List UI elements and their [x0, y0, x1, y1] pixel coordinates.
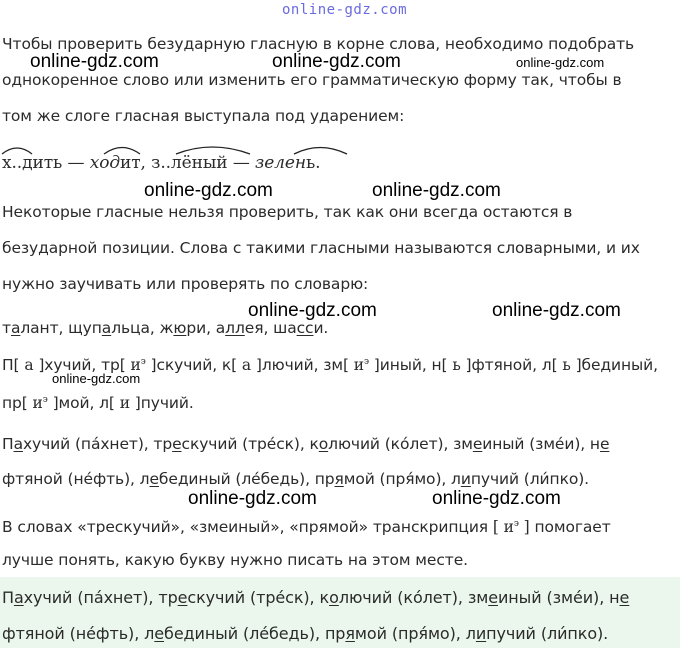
answer-underlined-letter: о — [329, 588, 339, 607]
task-text: ]лючий, зм[ — [255, 356, 349, 374]
check-text: е́ — [251, 470, 261, 488]
check-text: мо), л — [414, 470, 461, 488]
task-bracket-content: и — [348, 356, 365, 374]
answer-text: лет), зм — [422, 588, 489, 607]
check-text: о́ — [399, 435, 410, 453]
root-arc-4 — [294, 148, 347, 155]
task-bracket-content: и — [125, 356, 141, 374]
transcription-line2: лучше понять, какую букву нужно писать на этом месте. — [2, 551, 468, 569]
dictionary-word-highlight: ю — [173, 319, 187, 337]
example-word-4-root: зелен — [255, 153, 306, 173]
check-text: я́ — [405, 470, 415, 488]
check-text: иный (зм — [482, 435, 555, 453]
transcription-text-b: помогает — [534, 518, 611, 536]
dictionary-word-highlight: а — [101, 319, 112, 337]
check-text: е́ — [83, 470, 93, 488]
answer-text: ск), к — [285, 588, 330, 607]
check-underlined-letter: и — [460, 470, 471, 488]
answer-underlined-letter: а — [13, 588, 24, 607]
watermark-top: online-gdz.com — [282, 2, 408, 18]
check-underlined-letter: я — [334, 470, 344, 488]
dictionary-word-part: ея, — [244, 319, 274, 337]
dictionary-word — [68, 319, 159, 337]
check-line2 — [2, 469, 589, 489]
check-text: бединый (л — [158, 470, 252, 488]
transcription-close: ] — [518, 518, 530, 536]
transcription-text-a: В словах «трескучий», «змеиный», «прямой» транскрипция — [2, 518, 489, 536]
example-line — [2, 153, 320, 173]
dictionary-word-part: льца, — [111, 319, 160, 337]
answer-text: я́ — [418, 624, 428, 643]
example-word-1-rest: дить — [22, 153, 63, 173]
example-word-3-rest: ый — [202, 153, 228, 173]
watermark-2: online-gdz.com — [272, 51, 401, 72]
answer-text: мой (пр — [354, 624, 419, 643]
dictionary-word-part: и. — [313, 319, 329, 337]
root-arcs — [0, 138, 400, 156]
answer-text: о́ — [412, 588, 423, 607]
watermark-7: online-gdz.com — [492, 300, 621, 321]
rule1-line1: Чтобы проверить безударную гласную в корне слова, необходимо подобрать — [2, 35, 635, 53]
check-text: а́ — [90, 435, 101, 453]
dictionary-word — [160, 319, 216, 337]
answer-text: е́ — [86, 624, 96, 643]
task-text: ]иный, н[ — [373, 356, 448, 374]
watermark-8: online-gdz.com — [52, 371, 141, 386]
example-dash-1: — — [67, 153, 85, 173]
watermark-10: online-gdz.com — [432, 488, 561, 509]
dictionary-word-highlight: а — [10, 319, 21, 337]
answer-underlined-letter: я — [345, 624, 355, 643]
task-text: пр[ — [2, 394, 28, 412]
answer-text: и), н — [582, 588, 620, 607]
dictionary-word-part: т — [2, 319, 11, 337]
dictionary-word-highlight: лл — [225, 319, 245, 337]
example-word-4-rest: ь. — [305, 153, 321, 173]
answer-text: иный (зм — [498, 588, 573, 607]
answer-text: бедь), пр — [269, 624, 346, 643]
dictionary-word-part: ри, — [186, 319, 216, 337]
answer-underlined-letter: е — [177, 588, 188, 607]
check-text: лет), зм — [409, 435, 473, 453]
check-text: бедь), пр — [260, 470, 335, 488]
answer-text: пко). — [567, 624, 609, 643]
check-text: пко). — [549, 470, 589, 488]
transcription-line1 — [2, 514, 611, 537]
answer-text: е́ — [573, 588, 583, 607]
watermark-9: online-gdz.com — [188, 488, 317, 509]
answer-text: лючий (к — [338, 588, 413, 607]
check-underlined-letter: е — [172, 435, 182, 453]
dictionary-word-part: щуп — [68, 319, 102, 337]
answer-underlined-letter: е — [488, 588, 498, 607]
check-text: лючий (к — [328, 435, 400, 453]
task-bracket-content: и — [114, 394, 135, 412]
example-dash-2: — — [232, 153, 250, 173]
answer-text: хучий (п — [23, 588, 94, 607]
task-bracket-content: ь — [447, 356, 466, 374]
task-bracket-content: а — [19, 356, 39, 374]
check-text: мой (пр — [343, 470, 406, 488]
task-text: ]фтяной, л[ — [465, 356, 558, 374]
task-text: ]скучий, к[ — [150, 356, 238, 374]
task-bracket-content: а — [237, 356, 256, 374]
answer-text: бединый (л — [164, 624, 260, 643]
transcription-sup: э — [513, 519, 519, 529]
watermark-6: online-gdz.com — [248, 300, 377, 321]
answer-text: и́ — [557, 624, 568, 643]
task-line2 — [2, 390, 194, 413]
check-line1 — [2, 434, 609, 454]
check-underlined-letter: о — [318, 435, 329, 453]
rule1-line3: том же слоге гласная выступала под ударением: — [2, 107, 405, 125]
answer-text: фть), л — [95, 624, 155, 643]
check-underlined-letter: е — [599, 435, 610, 453]
check-text: хучий (п — [22, 435, 91, 453]
check-text: е́ — [266, 435, 277, 453]
answer-text: пучий (л — [486, 624, 558, 643]
watermark-4: online-gdz.com — [144, 180, 273, 201]
example-word-2-rest: ит, — [120, 153, 146, 173]
task-superscript: э — [364, 357, 369, 367]
dictionary-word-part: ж — [159, 319, 174, 337]
rule1-line2: однокоренное слово или изменить его грамматическую форму так, чтобы в — [2, 71, 622, 89]
check-text: и), н — [564, 435, 600, 453]
answer-line1 — [2, 588, 629, 608]
answer-line2 — [2, 624, 608, 644]
answer-underlined-letter: и — [475, 624, 487, 643]
check-underlined-letter: е — [472, 435, 483, 453]
dictionary-word-part: ша — [273, 319, 297, 337]
check-underlined-letter: е — [149, 470, 159, 488]
rule2-line3: нужно заучивать или проверять по словарю: — [2, 275, 369, 293]
answer-text: П — [2, 588, 14, 607]
dictionary-word-part: лант, — [20, 319, 69, 337]
watermark-3: online-gdz.com — [516, 55, 605, 70]
task-bracket-content: ь — [557, 356, 576, 374]
transcription-symbol — [493, 518, 530, 536]
task-bracket-content: и — [27, 394, 43, 412]
dictionary-word-part: а — [215, 319, 226, 337]
answer-underlined-letter: е — [154, 624, 165, 643]
task-text: П[ — [2, 356, 20, 374]
check-text: П — [2, 435, 14, 453]
check-text: фть), л — [92, 470, 150, 488]
rule2-line1: Некоторые гласные нельзя проверить, так как они всегда остаются в — [2, 203, 573, 221]
task-text: ]мой, л[ — [52, 394, 115, 412]
answer-underlined-letter: е — [619, 588, 630, 607]
rule2-line2: безударной позиции. Слова с такими гласными называются словарными, и их — [2, 239, 640, 257]
answer-text: хнет), тр — [103, 588, 178, 607]
task-superscript: э — [42, 395, 48, 405]
task-text: ]пучий. — [134, 394, 194, 412]
watermark-5: online-gdz.com — [372, 180, 501, 201]
check-underlined-letter: а — [13, 435, 23, 453]
root-arc-1 — [2, 148, 32, 154]
check-text: хнет), тр — [100, 435, 173, 453]
watermark-1: online-gdz.com — [30, 51, 159, 72]
example-word-2-root: ход — [89, 153, 120, 173]
check-text: скучий (тр — [181, 435, 267, 453]
answer-text: мо), л — [427, 624, 476, 643]
check-text: е́ — [554, 435, 565, 453]
example-word-3-root: з..лён — [151, 153, 203, 173]
answer-text: е́ — [259, 624, 270, 643]
answer-text: е́ — [275, 588, 286, 607]
answer-text: скучий (тр — [187, 588, 276, 607]
task-text: ]хучий, тр[ — [38, 356, 126, 374]
transcription-letter: и — [503, 518, 514, 536]
dictionary-word-highlight: сс — [296, 319, 314, 337]
answer-text: фтяной (н — [2, 624, 87, 643]
dictionary-word — [2, 319, 68, 337]
task-text: ]бединый, — [575, 356, 658, 374]
check-text: и́ — [539, 470, 550, 488]
root-arc-2 — [104, 148, 140, 155]
check-text: фтяной (н — [2, 470, 84, 488]
root-arc-3 — [176, 147, 250, 154]
check-text: пучий (л — [470, 470, 540, 488]
transcription-open: [ — [492, 518, 504, 536]
example-word-1-root: х.. — [2, 153, 23, 173]
check-text: ск), к — [276, 435, 319, 453]
task-superscript: э — [140, 357, 146, 367]
answer-text: а́ — [93, 588, 104, 607]
